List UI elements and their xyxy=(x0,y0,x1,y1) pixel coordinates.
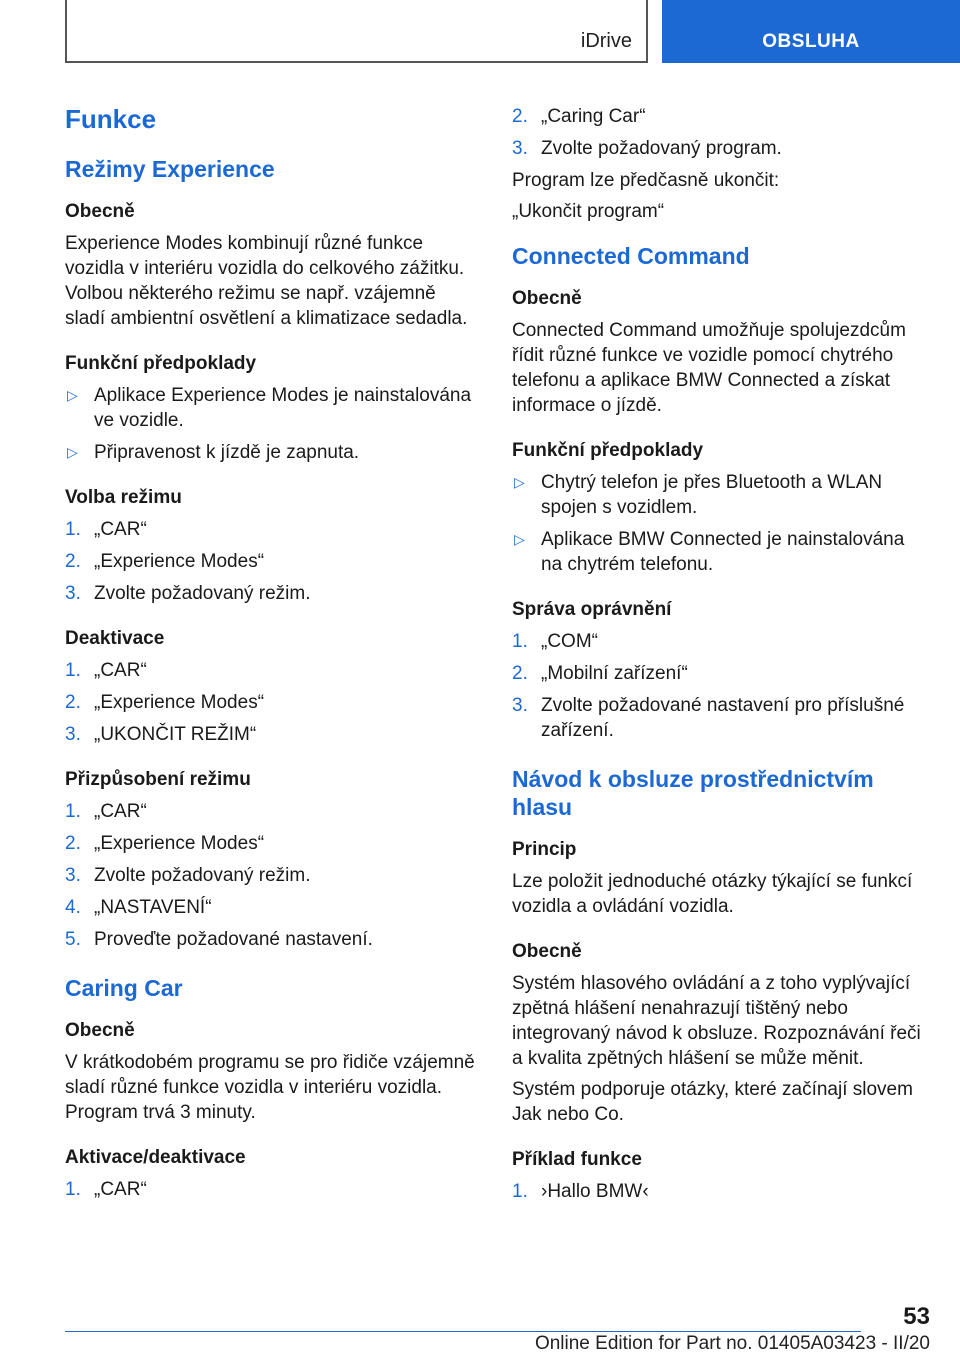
voice-principle xyxy=(512,839,927,919)
list-item: 1. „COM“ xyxy=(512,631,598,652)
numbered-list xyxy=(65,517,480,606)
list-number: 2. xyxy=(512,106,528,127)
experience-customize xyxy=(65,769,480,952)
subheading: Funkční předpoklady xyxy=(65,353,257,374)
subheading: Princip xyxy=(512,839,577,860)
subheading: Obecně xyxy=(512,941,582,962)
numbered-list xyxy=(512,629,927,743)
header-chapter-tab: OBSLUHA xyxy=(662,0,960,63)
list-number: 2. xyxy=(65,692,81,713)
list-number: 2. xyxy=(65,551,81,572)
list-item: ▷ Aplikace BMW Connected je nainstalována na chytrém telefonu. xyxy=(514,529,905,575)
bullet-list xyxy=(512,470,927,577)
list-item: 2. „Mobilní zařízení“ xyxy=(512,663,688,684)
list-number: 1. xyxy=(65,801,81,822)
list-number: 3. xyxy=(65,583,81,604)
triangle-bullet-icon: ▷ xyxy=(514,531,525,547)
subheading: Obecně xyxy=(65,1020,135,1041)
numbered-list xyxy=(512,1179,927,1204)
subheading: Přizpůsobení režimu xyxy=(65,769,251,790)
paragraph: Experience Modes kombinují různé funkce vozidla v interiéru vozidla do celkového zážitku. Volbou některého režimu se např. vzájemně sladí ambientní osvětlení a klimatizace sedadla. xyxy=(65,233,468,329)
header-section-box xyxy=(65,0,648,63)
list-item: 2. „Experience Modes“ xyxy=(65,833,265,854)
list-item: ▷ Aplikace Experience Modes je nainstalována ve vozidle. xyxy=(67,385,472,431)
list-number: 4. xyxy=(65,897,81,918)
list-number: 3. xyxy=(512,695,528,716)
experience-prerequisites xyxy=(65,353,480,465)
list-number: 1. xyxy=(512,1181,528,1202)
subheading: Deaktivace xyxy=(65,628,165,649)
right-column xyxy=(512,104,927,1226)
list-item: 1. „CAR“ xyxy=(65,519,147,540)
list-number: 1. xyxy=(65,660,81,681)
paragraph: Systém hlasového ovládání a z toho vyplývající zpětná hlášení nenahrazují tištěný nebo integrovaný návod k obsluze. Rozpoznávání řeči a kvalita zpětných hlášení se může měnit. xyxy=(512,973,921,1069)
connected-general xyxy=(512,288,927,418)
footer-edition: Online Edition for Part no. 01405A03423 - II/20 xyxy=(534,1333,930,1354)
triangle-bullet-icon: ▷ xyxy=(514,474,525,490)
list-item: 2. „Experience Modes“ xyxy=(65,551,265,572)
voice-example xyxy=(512,1149,927,1204)
list-item: 1. ›Hallo BMW‹ xyxy=(512,1181,649,1202)
subheading: Funkční předpoklady xyxy=(512,440,704,461)
paragraph: Connected Command umožňuje spolujezdcům řídit různé funkce ve vozidle pomocí chytrého telefonu a aplikace BMW Connected a získat informace o jízdě. xyxy=(512,320,906,416)
experience-general xyxy=(65,201,480,331)
triangle-bullet-icon: ▷ xyxy=(67,387,78,403)
bullet-list xyxy=(65,383,480,465)
list-item: 2. „Experience Modes“ xyxy=(65,692,265,713)
experience-deactivate xyxy=(65,628,480,747)
list-item: ▷ Připravenost k jízdě je zapnuta. xyxy=(67,442,360,463)
list-number: 3. xyxy=(65,724,81,745)
paragraph: „Ukončit program“ xyxy=(512,201,665,222)
list-number: 3. xyxy=(65,865,81,886)
numbered-list xyxy=(65,658,480,747)
list-item: 4. „NASTAVENÍ“ xyxy=(65,897,212,918)
numbered-list xyxy=(65,1177,480,1202)
list-item: 3. „UKONČIT REŽIM“ xyxy=(65,724,257,745)
list-number: 1. xyxy=(65,519,81,540)
list-item: ▷ Chytrý telefon je přes Bluetooth a WLAN spojen s vozidlem. xyxy=(514,472,883,518)
page-number: 53 xyxy=(903,1303,930,1330)
list-item: 3. Zvolte požadovaný režim. xyxy=(65,583,311,604)
section-heading-caring-car: Caring Car xyxy=(65,975,183,1001)
section-heading-voice-manual: Návod k obsluze prostřednictvím hlasu xyxy=(512,766,874,820)
list-number: 2. xyxy=(512,663,528,684)
voice-general xyxy=(512,941,927,1127)
caring-activation xyxy=(65,1147,480,1202)
list-number: 2. xyxy=(65,833,81,854)
subheading: Volba režimu xyxy=(65,487,182,508)
list-number: 5. xyxy=(65,929,81,950)
experience-select-mode xyxy=(65,487,480,606)
subheading: Příklad funkce xyxy=(512,1149,642,1170)
list-item: 1. „CAR“ xyxy=(65,1179,147,1200)
list-number: 1. xyxy=(512,631,528,652)
connected-permissions xyxy=(512,599,927,743)
list-item: 3. Zvolte požadované nastavení pro příslušné zařízení. xyxy=(512,695,905,741)
subheading: Aktivace/deaktivace xyxy=(65,1147,246,1168)
caring-general xyxy=(65,1020,480,1125)
paragraph: V krátkodobém programu se pro řidiče vzájemně sladí různé funkce vozidla v interiéru vozidla. Program trvá 3 minuty. xyxy=(65,1052,475,1123)
list-item: 3. Zvolte požadovaný režim. xyxy=(65,865,311,886)
page-title: Funkce xyxy=(65,104,157,134)
paragraph: Program lze předčasně ukončit: xyxy=(512,170,780,191)
list-item: 2. „Caring Car“ xyxy=(512,106,646,127)
subheading: Obecně xyxy=(65,201,135,222)
subheading: Obecně xyxy=(512,288,582,309)
connected-prerequisites xyxy=(512,440,927,577)
header-section-label: iDrive xyxy=(580,30,632,52)
list-item: 3. Zvolte požadovaný program. xyxy=(512,138,782,159)
left-column xyxy=(65,100,480,1224)
list-item: 5. Proveďte požadované nastavení. xyxy=(65,929,373,950)
list-number: 1. xyxy=(65,1179,81,1200)
list-item: 1. „CAR“ xyxy=(65,801,147,822)
section-heading-experience: Režimy Experience xyxy=(65,156,275,182)
section-heading-connected-command: Connected Command xyxy=(512,243,750,269)
list-item: 1. „CAR“ xyxy=(65,660,147,681)
numbered-list-continued xyxy=(512,104,927,161)
paragraph: Lze položit jednoduché otázky týkající se funkcí vozidla a ovládání vozidla. xyxy=(512,871,913,917)
paragraph: Systém podporuje otázky, které začínají slovem Jak nebo Co. xyxy=(512,1079,913,1125)
triangle-bullet-icon: ▷ xyxy=(67,444,78,460)
numbered-list xyxy=(65,799,480,952)
list-number: 3. xyxy=(512,138,528,159)
footer-divider xyxy=(65,1331,861,1332)
subheading: Správa oprávnění xyxy=(512,599,672,620)
